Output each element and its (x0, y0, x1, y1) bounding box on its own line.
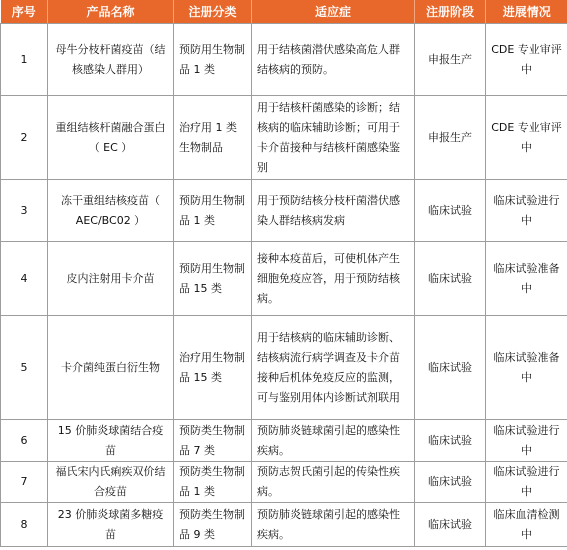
product-name: 母牛分枝杆菌疫苗（结核感染人群用） (48, 24, 174, 96)
progress-status: 临床试验准备中 (486, 316, 567, 420)
progress-status: CDE 专业审评中 (486, 96, 567, 180)
registration-stage: 临床试验 (415, 503, 486, 547)
row-index: 4 (1, 242, 48, 316)
registration-stage: 临床试验 (415, 180, 486, 242)
registration-category: 治疗用生物制品 15 类 (174, 316, 252, 420)
registration-category: 预防类生物制品 7 类 (174, 420, 252, 462)
table-row (1, 420, 567, 462)
progress-status: 临床试验准备中 (486, 242, 567, 316)
row-index: 1 (1, 24, 48, 96)
registration-stage: 临床试验 (415, 242, 486, 316)
indication: 用于结核杆菌感染的诊断；结核病的临床辅助诊断；可用于卡介苗接种与结核杆菌感染鉴别 (252, 96, 415, 180)
product-name: 冻干重组结核疫苗（ AEC/BC02 ） (48, 180, 174, 242)
registration-category: 预防用生物制品 15 类 (174, 242, 252, 316)
table-row (1, 503, 567, 547)
header-index: 序号 (1, 0, 48, 24)
registration-category: 预防用生物制品 1 类 (174, 180, 252, 242)
row-index: 8 (1, 503, 48, 547)
progress-status: 临床试验进行中 (486, 180, 567, 242)
product-name: 卡介菌纯蛋白衍生物 (48, 316, 174, 420)
product-name: 福氏宋内氏痢疾双价结合疫苗 (48, 462, 174, 503)
registration-stage: 临床试验 (415, 316, 486, 420)
registration-stage: 申报生产 (415, 24, 486, 96)
table-row (1, 24, 567, 96)
indication: 预防志贺氏菌引起的传染性疾病。 (252, 462, 415, 503)
registration-stage: 申报生产 (415, 96, 486, 180)
registration-category: 预防类生物制品 9 类 (174, 503, 252, 547)
progress-status: CDE 专业审评中 (486, 24, 567, 96)
row-index: 2 (1, 96, 48, 180)
registration-stage: 临床试验 (415, 462, 486, 503)
product-name: 重组结核杆菌融合蛋白（ EC ） (48, 96, 174, 180)
header-indication: 适应症 (252, 0, 415, 24)
table-row (1, 316, 567, 420)
row-index: 7 (1, 462, 48, 503)
registration-category: 治疗用 1 类生物制品 (174, 96, 252, 180)
product-name: 皮内注射用卡介苗 (48, 242, 174, 316)
progress-status: 临床试验进行中 (486, 462, 567, 503)
indication: 用于结核菌潜伏感染高危人群结核病的预防。 (252, 24, 415, 96)
indication: 用于预防结核分枝杆菌潜伏感染人群结核病发病 (252, 180, 415, 242)
indication: 用于结核病的临床辅助诊断、结核病流行病学调查及卡介苗接种后机体免疫反应的监测，可与鉴别用体内诊断试剂联用 (252, 316, 415, 420)
header-registration-stage: 注册阶段 (415, 0, 486, 24)
progress-status: 临床血清检测中 (486, 503, 567, 547)
registration-category: 预防用生物制品 1 类 (174, 24, 252, 96)
indication: 预防肺炎链球菌引起的感染性疾病。 (252, 503, 415, 547)
product-name: 15 价肺炎球菌结合疫苗 (48, 420, 174, 462)
registration-stage: 临床试验 (415, 420, 486, 462)
indication: 预防肺炎链球菌引起的感染性疾病。 (252, 420, 415, 462)
progress-status: 临床试验进行中 (486, 420, 567, 462)
header-progress: 进展情况 (486, 0, 567, 24)
product-name: 23 价肺炎球菌多糖疫苗 (48, 503, 174, 547)
header-product-name: 产品名称 (48, 0, 174, 24)
header-row (1, 0, 567, 24)
registration-category: 预防类生物制品 1 类 (174, 462, 252, 503)
table-row (1, 180, 567, 242)
header-registration-category: 注册分类 (174, 0, 252, 24)
table-row (1, 242, 567, 316)
row-index: 3 (1, 180, 48, 242)
row-index: 6 (1, 420, 48, 462)
row-index: 5 (1, 316, 48, 420)
table-row (1, 462, 567, 503)
table-row (1, 96, 567, 180)
indication: 接种本疫苗后，可使机体产生细胞免疫应答，用于预防结核病。 (252, 242, 415, 316)
